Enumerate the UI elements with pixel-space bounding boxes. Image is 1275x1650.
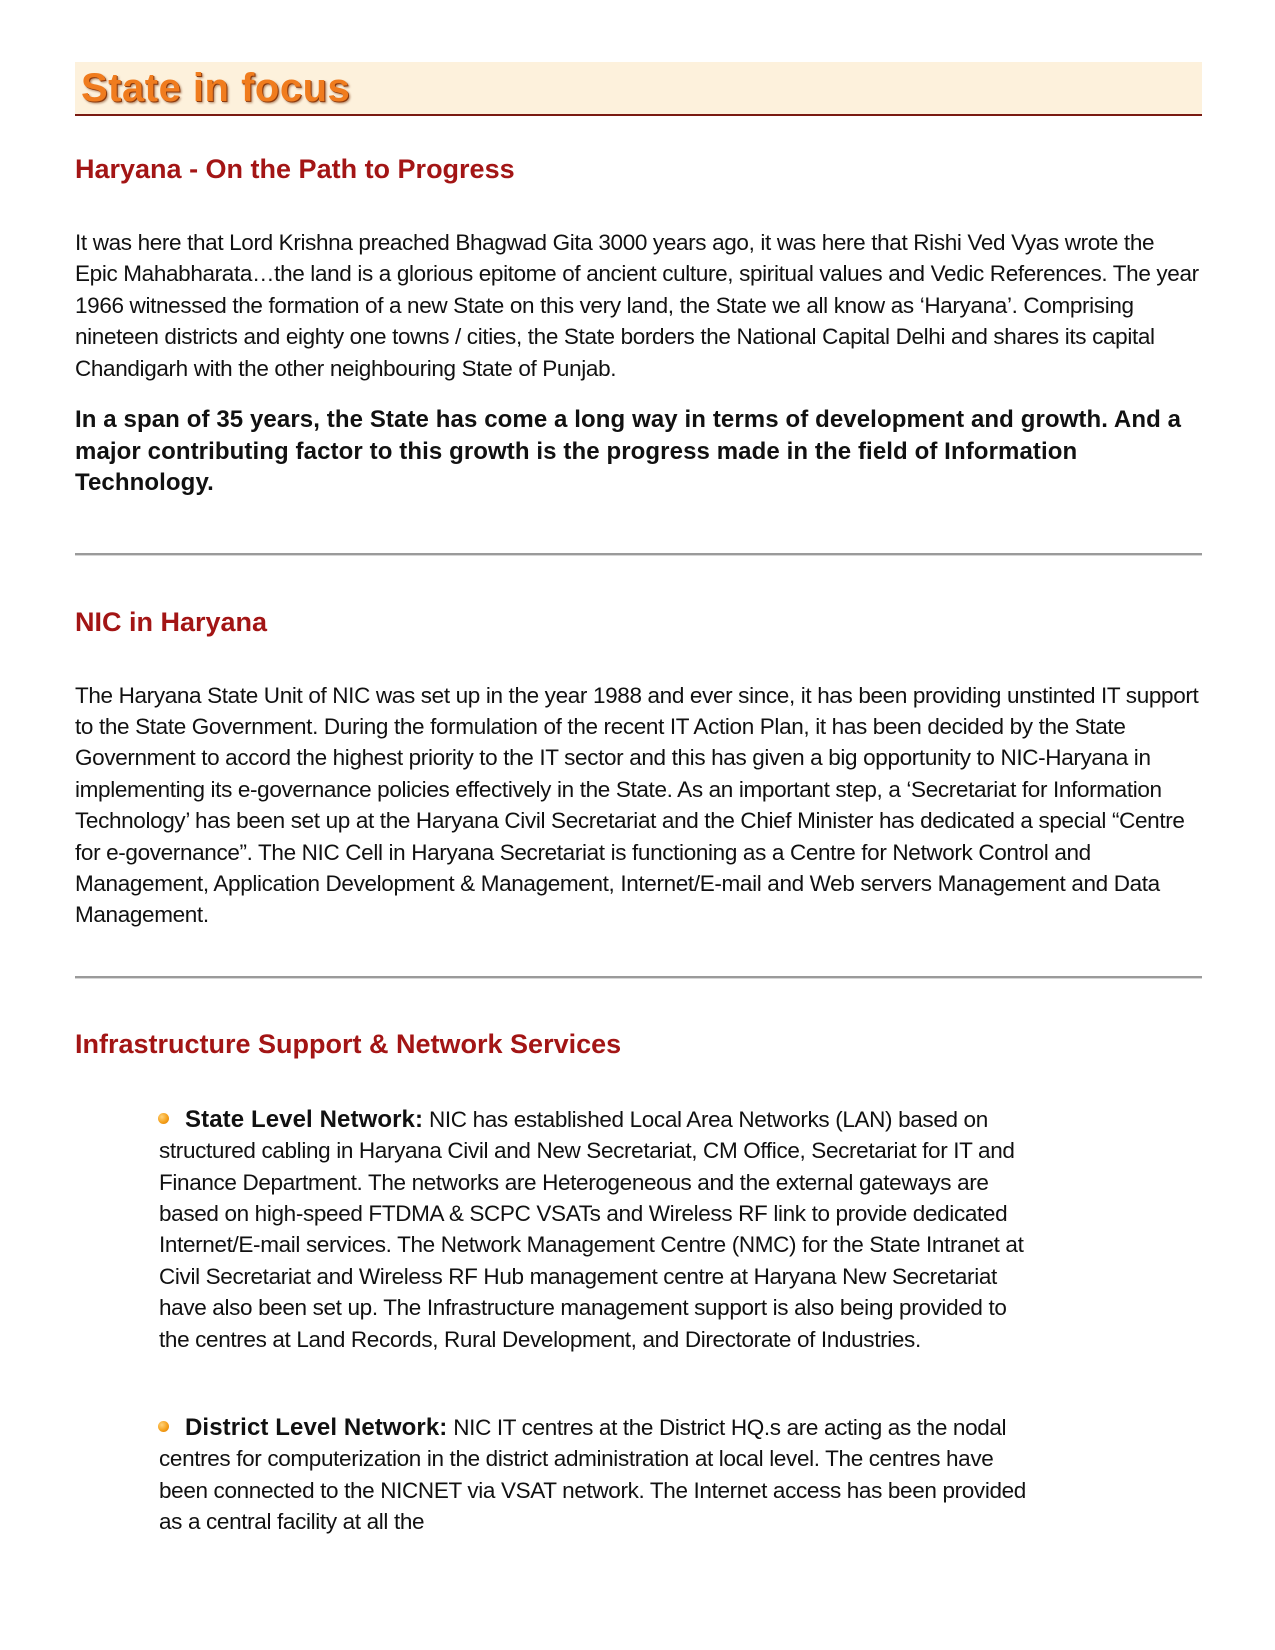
- paragraph-haryana-intro: It was here that Lord Krishna preached Bhagwad Gita 3000 years ago, it was here that Rishi Ved Vyas wrote the Epic Mahabharata…the land is a glorious epitome of ancient culture, spiritual values and Vedic References. The year 1966 witnessed the formation of a new State on this very land, the State we all know as ‘Haryana’. Comprising nineteen districts and eighty one towns / cities, the State borders the National Capital Delhi and shares its capital Chandigarh with the other neighbouring State of Punjab.: [75, 230, 1199, 381]
- item-text: NIC has established Local Area Networks (LAN) based on structured cabling in Haryana Civil and New Secretariat, CM Office, Secretariat for IT and Finance Department. The networks are Heterogeneous and the external gateways are based on high-speed FTDMA & SCPC VSATs and Wireless RF link to provide dedicated Internet/E-mail services. The Network Management Centre (NMC) for the State Intranet at Civil Secretariat and Wireless RF Hub management centre at Haryana New Secretariat have also been set up. The Infrastructure management support is also being provided to the centres at Land Records, Rural Development, and Directorate of Industries.: [159, 1106, 1024, 1352]
- item-title: District Level Network:: [185, 1414, 448, 1442]
- list-item-state-network: [75, 1104, 1029, 1355]
- document-page: [75, 62, 1202, 1538]
- heading-infrastructure: Infrastructure Support & Network Services: [75, 1028, 622, 1059]
- heading-nic-haryana: NIC in Haryana: [75, 606, 268, 637]
- heading-haryana-progress: Haryana - On the Path to Progress: [75, 154, 515, 184]
- bullet-icon: [158, 1113, 169, 1124]
- item-title: State Level Network:: [185, 1105, 424, 1133]
- paragraph-growth-highlight: In a span of 35 years, the State has come a long way in terms of development and growth. And a major contributing factor to this growth is the progress made in the field of Information Technology.: [75, 406, 1182, 497]
- item-text: NIC IT centres at the District HQ.s are acting as the nodal centres for computerization in the district administration at local level. The centres have been connected to the NICNET via VSAT network. The Internet access has been provided as a central facility at all the: [159, 1415, 1026, 1535]
- paragraph-nic-haryana: The Haryana State Unit of NIC was set up in the year 1988 and ever since, it has been providing unstinted IT support to the State Government. During the formulation of the recent IT Action Plan, it has been decided by the State Government to accord the highest priority to the IT sector and this has given a big opportunity to NIC-Haryana in implementing its e-governance policies effectively in the State. As an important step, a ‘Secretariat for Information Technology’ has been set up at the Haryana Civil Secretariat and the Chief Minister has dedicated a special “Centre for e-governance”. The NIC Cell in Haryana Secretariat is functioning as a Centre for Network Control and Management, Application Development & Management, Internet/E-mail and Web servers Management and Data Management.: [75, 682, 1199, 928]
- banner-title: State in focus: [81, 66, 351, 110]
- list-item-district-network: [75, 1412, 1029, 1538]
- section-banner: [75, 62, 1202, 116]
- bullet-icon: [158, 1421, 169, 1432]
- list-spacer: [75, 1355, 1202, 1412]
- infrastructure-list: [75, 1104, 1202, 1538]
